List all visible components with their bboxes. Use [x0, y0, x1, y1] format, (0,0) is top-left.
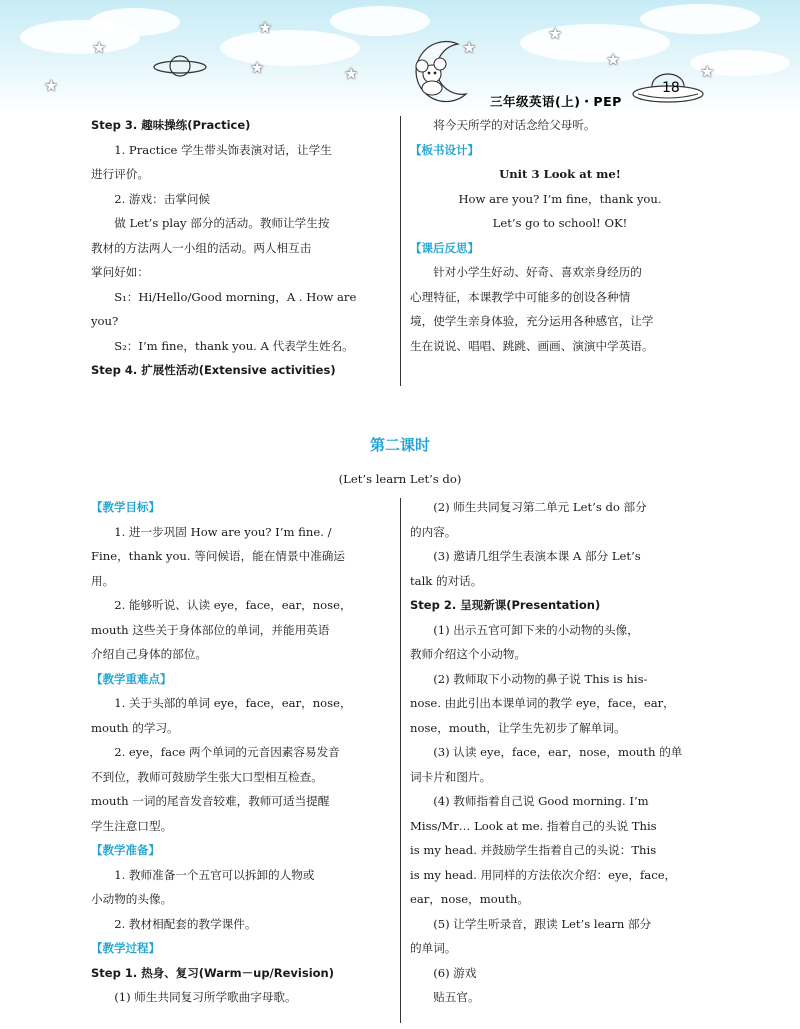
text-line: (6) 游戏	[433, 965, 477, 980]
section-heading: 【教学准备】	[91, 843, 160, 857]
text-line: nose，mouth，让学生先初步了解单词。	[410, 720, 626, 735]
text-line: 生在说说、唱唱、跳跳、画画、演演中学英语。	[410, 338, 654, 353]
text-line: 词卡片和图片。	[410, 769, 492, 784]
lesson-subtitle: (Let’s learn Let’s do)	[338, 472, 462, 486]
text-line: 2. 游戏：击掌问候	[114, 191, 211, 206]
text-line: (2) 教师取下小动物的鼻子说 This is his-	[433, 671, 648, 686]
text-line: 介绍自己身体的部位。	[91, 647, 207, 661]
text-line: (1) 师生共同复习所学歌曲字母歌。	[114, 990, 297, 1004]
text-line: 2. 教材相配套的教学课件。	[114, 916, 257, 931]
text-line: (3) 认读 eye，face，ear，nose，mouth 的单	[433, 745, 683, 759]
header-banner: ★ ★ ★ ★ ★ ★ ★ ★ ★ 18 三年级英语(上)・PEP	[0, 0, 800, 112]
text-line: 将今天所学的对话念给父母听。	[433, 118, 596, 132]
text-line: is my head. 并鼓励学生指着自己的头说：This	[410, 843, 657, 857]
text-line: 不到位，教师可鼓励学生张大口型相互检查。	[91, 769, 323, 784]
moon-mouse-illustration	[400, 36, 484, 104]
text-line: talk 的对话。	[410, 573, 483, 588]
top-right-column	[410, 113, 710, 358]
text-line: 1. 关于头部的单词 eye，face，ear，nose，	[114, 696, 352, 710]
text-line: (5) 让学生听录音，跟读 Let’s learn 部分	[433, 916, 652, 931]
text-line: 1. 进一步巩固 How are you? I’m fine. /	[114, 524, 332, 539]
text-line: 的内容。	[410, 524, 457, 539]
section-heading: 【教学过程】	[91, 941, 160, 955]
text-line: nose. 由此引出本课单词的教学 eye，face，ear，	[410, 696, 675, 710]
lesson-title: 第二课时	[369, 436, 430, 454]
text-line: How are you? I’m fine，thank you.	[458, 191, 662, 206]
text-line: 1. Practice 学生带头饰表演对话，让学生	[114, 142, 332, 157]
text-line: 教师介绍这个小动物。	[410, 647, 526, 661]
column-divider-bottom	[400, 498, 401, 1023]
text-line: S₁：Hi/Hello/Good morning，A . How are	[114, 289, 357, 304]
step-heading: Step 4. 扩展性活动(Extensive activities)	[91, 363, 336, 377]
text-line: you?	[91, 314, 119, 328]
step-heading: Step 3. 趣味操练(Practice)	[91, 118, 251, 132]
top-left-column	[91, 113, 391, 383]
text-line: is my head. 用同样的方法依次介绍：eye，face，	[410, 867, 677, 882]
text-line: Let’s go to school! OK!	[492, 216, 628, 230]
text-line: (3) 邀请几组学生表演本课 A 部分 Let’s	[433, 549, 641, 563]
section-heading: 【板书设计】	[410, 142, 479, 157]
text-line: 针对小学生好动、好奇、喜欢亲身经历的	[433, 265, 642, 279]
bottom-left-column	[91, 495, 391, 1010]
step-heading: Step 1. 热身、复习(Warm－up/Revision)	[91, 965, 334, 980]
section-heading: 【教学重难点】	[91, 671, 172, 686]
text-line: Unit 3 Look at me!	[499, 167, 621, 181]
text-line: mouth 一词的尾音发音较难，教师可适当提醒	[91, 794, 330, 808]
text-line: mouth 的学习。	[91, 720, 179, 735]
text-line: 小动物的头像。	[91, 892, 173, 906]
text-line: Miss/Mr… Look at me. 指着自己的头说 This	[410, 818, 657, 833]
text-line: 境，使学生亲身体验，充分运用各种感官，让学	[410, 314, 654, 328]
text-line: 的单词。	[410, 941, 457, 955]
section-heading: 【课后反思】	[410, 240, 479, 255]
text-line: ear，nose，mouth。	[410, 892, 529, 906]
text-line: 做 Let’s play 部分的活动。教师让学生按	[114, 216, 330, 230]
text-line: S₂：I’m fine，thank you. A 代表学生姓名。	[114, 338, 354, 353]
page-number: 18	[662, 80, 680, 96]
text-line: 2. eye，face 两个单词的元音因素容易发音	[114, 745, 340, 759]
text-line: 用。	[91, 573, 115, 588]
section-heading: 【教学目标】	[91, 500, 160, 514]
text-line: mouth 这些关于身体部位的单词，并能用英语	[91, 622, 330, 637]
text-line: (1) 出示五官可卸下来的小动物的头像，	[433, 622, 639, 637]
text-line: 掌问好如：	[91, 265, 149, 279]
bottom-right-column	[410, 495, 710, 1010]
text-line: Fine，thank you. 等问候语，能在情景中准确运	[91, 549, 345, 563]
column-divider-top	[400, 116, 401, 386]
book-title: 三年级英语(上)・PEP	[490, 94, 622, 109]
text-line: 教材的方法两人一小组的活动。两人相互击	[91, 240, 312, 255]
text-line: 进行评价。	[91, 167, 149, 181]
text-line: 2. 能够听说、认读 eye，face，ear，nose，	[114, 598, 352, 612]
planet-icon	[152, 50, 208, 82]
step-heading: Step 2. 呈现新课(Presentation)	[410, 598, 601, 612]
text-line: 学生注意口型。	[91, 818, 173, 833]
text-line: 心理特征，本课教学中可能多的创设各种情	[410, 289, 631, 304]
text-line: (4) 教师指着自己说 Good morning. I’m	[433, 794, 649, 808]
text-line: 1. 教师准备一个五官可以拆卸的人物或	[114, 867, 315, 882]
text-line: 贴五官。	[433, 990, 480, 1004]
text-line: (2) 师生共同复习第二单元 Let’s do 部分	[433, 500, 647, 514]
